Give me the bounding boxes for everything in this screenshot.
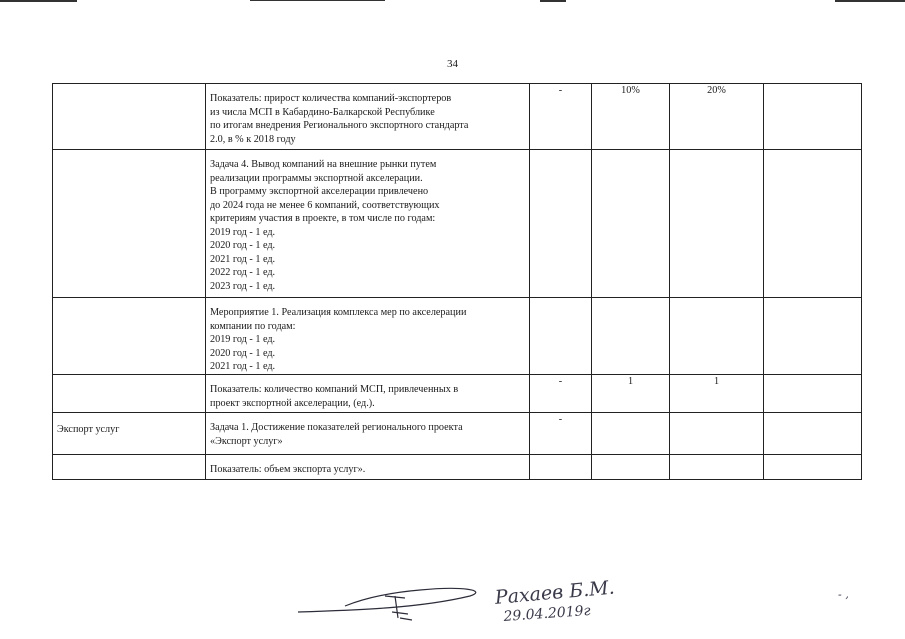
data-table xyxy=(52,83,862,480)
value-cell-col5 xyxy=(670,455,764,480)
value-cell-col3: - xyxy=(530,375,592,413)
value-cell-col5 xyxy=(670,150,764,298)
description-line: Показатель: объем экспорта услуг». xyxy=(210,464,366,475)
value-cell-col6 xyxy=(764,375,862,413)
value-cell-col6 xyxy=(764,298,862,375)
value-cell-col4 xyxy=(592,150,670,298)
top-rule-mid xyxy=(250,0,385,1)
signature-stroke xyxy=(0,560,905,639)
description-line: 2022 год - 1 ед. xyxy=(210,267,276,278)
signature-area xyxy=(0,560,905,639)
description-line: 2020 год - 1 ед. xyxy=(210,240,276,251)
description-line: критериям участия в проекте, в том числе по годам: xyxy=(210,213,436,224)
description-line: по итогам внедрения Регионального экспортного стандарта xyxy=(210,120,469,131)
description-cell xyxy=(206,455,530,480)
value-cell-col5: 1 xyxy=(670,375,764,413)
description-line: В программу экспортной акселерации привлечено xyxy=(210,186,429,197)
value-cell-col6 xyxy=(764,413,862,455)
table-row xyxy=(53,298,862,375)
description-line: Задача 1. Достижение показателей регионального проекта xyxy=(210,422,463,433)
value-cell-col5 xyxy=(670,413,764,455)
section-cell xyxy=(53,84,206,150)
value-cell-col4 xyxy=(592,413,670,455)
value-cell-col3: - xyxy=(530,413,592,455)
description-line: 2021 год - 1 ед. xyxy=(210,361,276,372)
value-cell-col6 xyxy=(764,150,862,298)
value-cell-col3 xyxy=(530,298,592,375)
description-line: 2021 год - 1 ед. xyxy=(210,253,276,265)
signature-date: 29.04.2019г xyxy=(503,602,592,625)
section-cell xyxy=(53,455,206,480)
value-cell-col3 xyxy=(530,150,592,298)
value-cell-col5: 20% xyxy=(670,84,764,150)
section-cell xyxy=(53,375,206,413)
description-cell xyxy=(206,375,530,413)
description-cell xyxy=(206,298,530,375)
description-line: Показатель: количество компаний МСП, привлеченных в xyxy=(210,384,459,395)
value-cell-col3 xyxy=(530,455,592,480)
value-cell-col4: 1 xyxy=(592,375,670,413)
value-cell-col4 xyxy=(592,298,670,375)
description-cell xyxy=(206,84,530,150)
description-line: до 2024 года не менее 6 компаний, соответствующих xyxy=(210,199,440,211)
description-line: 2023 год - 1 ед. xyxy=(210,280,276,292)
description-line: реализации программы экспортной акселерации. xyxy=(210,172,423,184)
description-cell xyxy=(206,150,530,298)
value-cell-col3: - xyxy=(530,84,592,150)
value-cell-col6 xyxy=(764,84,862,150)
description-line: 2.0, в % к 2018 году xyxy=(210,133,296,145)
description-line: Показатель: прирост количества компаний-экспортеров xyxy=(210,93,452,104)
top-rule-left xyxy=(0,0,77,2)
description-line: 2019 год - 1 ед. xyxy=(210,334,276,345)
description-line: «Экспорт услуг» xyxy=(210,435,283,447)
value-cell-col5 xyxy=(670,298,764,375)
value-cell-col4: 10% xyxy=(592,84,670,150)
value-cell-col4 xyxy=(592,455,670,480)
description-line: 2020 год - 1 ед. xyxy=(210,347,276,359)
table-row xyxy=(53,413,862,455)
table-row xyxy=(53,150,862,298)
table-row xyxy=(53,455,862,480)
margin-mark: - ‚ xyxy=(838,588,849,601)
top-rule-right xyxy=(835,0,905,2)
page-number: 34 xyxy=(447,58,458,70)
description-cell xyxy=(206,413,530,455)
description-line: из числа МСП в Кабардино-Балкарской Республике xyxy=(210,106,435,118)
top-rule-short xyxy=(540,0,566,2)
table-row xyxy=(53,84,862,150)
section-cell: Экспорт услуг xyxy=(53,413,206,455)
description-line: 2019 год - 1 ед. xyxy=(210,226,276,238)
description-line: проект экспортной акселерации, (ед.). xyxy=(210,397,375,409)
description-line: Задача 4. Вывод компаний на внешние рынки путем xyxy=(210,159,437,170)
description-line: компании по годам: xyxy=(210,320,296,332)
value-cell-col6 xyxy=(764,455,862,480)
section-cell xyxy=(53,298,206,375)
section-cell xyxy=(53,150,206,298)
signatory-name: Рахаев Б.М. xyxy=(494,576,616,609)
description-line: Мероприятие 1. Реализация комплекса мер по акселерации xyxy=(210,307,467,318)
table-row xyxy=(53,375,862,413)
